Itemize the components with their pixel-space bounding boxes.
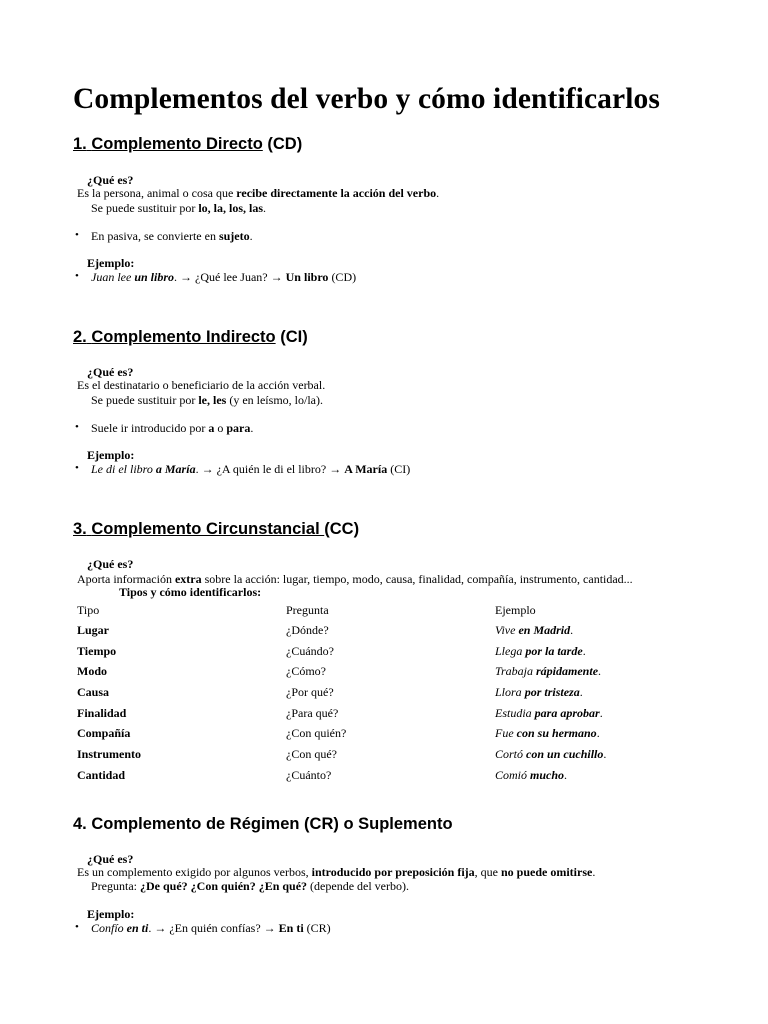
section-2-definition: Es el destinatario o beneficiario de la acción verbal. bbox=[77, 378, 326, 392]
section-4-que-es: ¿Qué es? bbox=[87, 852, 134, 866]
cell-pregunta: ¿Cuánto? bbox=[286, 767, 332, 782]
cell-tipo: Finalidad bbox=[77, 705, 127, 720]
cell-ejemplo: Vive en Madrid. bbox=[495, 622, 574, 637]
section-1-ejemplo-label: Ejemplo: bbox=[87, 256, 135, 270]
section-2-abbr: (CI) bbox=[280, 328, 308, 346]
section-3-subheading: Tipos y cómo identificarlos: bbox=[119, 585, 262, 599]
section-2-number: 2. bbox=[73, 328, 87, 346]
section-4-question: Pregunta: ¿De qué? ¿Con quién? ¿En qué? (depende del verbo). bbox=[91, 879, 409, 893]
section-4-title: Complemento de Régimen (CR) o Suplemento bbox=[91, 815, 453, 833]
section-4-example: Confío en ti. → ¿En quién confías? → En ti (CR) bbox=[91, 921, 331, 935]
cell-tipo: Tiempo bbox=[77, 643, 117, 658]
cell-pregunta: ¿Para qué? bbox=[286, 705, 339, 720]
section-4-ejemplo-label: Ejemplo: bbox=[87, 907, 135, 921]
table-header-row bbox=[74, 600, 725, 620]
table-row bbox=[74, 620, 725, 641]
section-1-number: 1. bbox=[73, 135, 87, 153]
table-row bbox=[74, 703, 725, 724]
cell-pregunta: ¿Cómo? bbox=[286, 664, 326, 679]
section-1-definition: Es la persona, animal o cosa que recibe directamente la acción del verbo. bbox=[77, 186, 440, 200]
section-1-title: Complemento Directo bbox=[91, 135, 263, 153]
section-1-example: Juan lee un libro. → ¿Qué lee Juan? → Un libro (CD) bbox=[91, 270, 357, 284]
cell-tipo: Instrumento bbox=[77, 746, 142, 761]
section-2-example: Le di el libro a María. → ¿A quién le di el libro? → A María (CI) bbox=[91, 462, 411, 476]
table-row bbox=[74, 765, 725, 786]
section-4-definition: Es un complemento exigido por algunos verbos, introducido por preposición fija, que no puede omitirse. bbox=[77, 865, 596, 879]
cell-ejemplo: Estudia para aprobar. bbox=[495, 705, 603, 720]
cell-pregunta: ¿Con qué? bbox=[286, 746, 337, 761]
table-row bbox=[74, 641, 725, 662]
table-row bbox=[74, 661, 725, 682]
cc-types-table bbox=[74, 600, 725, 786]
cell-ejemplo: Fue con su hermano. bbox=[495, 726, 600, 741]
section-1-heading bbox=[73, 135, 302, 154]
cell-pregunta: ¿Con quién? bbox=[286, 726, 347, 741]
cell-ejemplo: Llora por tristeza. bbox=[495, 684, 583, 699]
bullet-icon: • bbox=[75, 421, 79, 433]
section-3-number: 3. bbox=[73, 520, 87, 538]
cell-pregunta: ¿Por qué? bbox=[286, 684, 334, 699]
bullet-icon: • bbox=[75, 270, 79, 282]
table-header-cell: Tipo bbox=[77, 602, 100, 617]
section-2-title: Complemento Indirecto bbox=[91, 328, 276, 346]
table-header-cell: Pregunta bbox=[286, 602, 329, 617]
cell-ejemplo: Comió mucho. bbox=[495, 767, 568, 782]
cell-tipo: Causa bbox=[77, 684, 110, 699]
section-1-bullet: En pasiva, se convierte en sujeto. bbox=[91, 229, 253, 243]
section-2-bullet: Suele ir introducido por a o para. bbox=[91, 421, 254, 435]
bullet-icon: • bbox=[75, 229, 79, 241]
bullet-icon: • bbox=[75, 921, 79, 933]
cell-pregunta: ¿Cuándo? bbox=[286, 643, 334, 658]
section-3-definition: Aporta información extra sobre la acción: lugar, tiempo, modo, causa, finalidad, compañía, instrumento, cantidad... bbox=[77, 572, 633, 586]
cell-tipo: Lugar bbox=[77, 622, 110, 637]
cell-ejemplo: Cortó con un cuchillo. bbox=[495, 746, 607, 761]
section-3-abbr: (CC) bbox=[324, 520, 360, 538]
table-row bbox=[74, 744, 725, 765]
cell-ejemplo: Llega por la tarde. bbox=[495, 643, 586, 658]
table-header-cell: Ejemplo bbox=[495, 602, 536, 617]
section-1-abbr: (CD) bbox=[267, 135, 303, 153]
bullet-icon: • bbox=[75, 462, 79, 474]
section-2-heading bbox=[73, 328, 308, 347]
section-4-number: 4. bbox=[73, 815, 87, 833]
cell-ejemplo: Trabaja rápidamente. bbox=[495, 664, 602, 679]
section-3-title: Complemento Circunstancial bbox=[91, 520, 325, 538]
section-3-que-es: ¿Qué es? bbox=[87, 557, 134, 571]
section-3-heading bbox=[73, 520, 359, 539]
table-row bbox=[74, 682, 725, 703]
cell-tipo: Compañía bbox=[77, 726, 131, 741]
section-1-substitution: Se puede sustituir por lo, la, los, las. bbox=[91, 201, 267, 215]
section-2-substitution: Se puede sustituir por le, les (y en leísmo, lo/la). bbox=[91, 393, 323, 407]
section-2-que-es: ¿Qué es? bbox=[87, 365, 134, 379]
section-4-heading bbox=[73, 815, 453, 834]
cell-tipo: Modo bbox=[77, 664, 107, 679]
cell-pregunta: ¿Dónde? bbox=[286, 622, 329, 637]
page-title: Complementos del verbo y cómo identificarlos bbox=[73, 83, 660, 115]
cell-tipo: Cantidad bbox=[77, 767, 126, 782]
section-1-que-es: ¿Qué es? bbox=[87, 173, 134, 187]
table-row bbox=[74, 723, 725, 744]
section-2-ejemplo-label: Ejemplo: bbox=[87, 448, 135, 462]
